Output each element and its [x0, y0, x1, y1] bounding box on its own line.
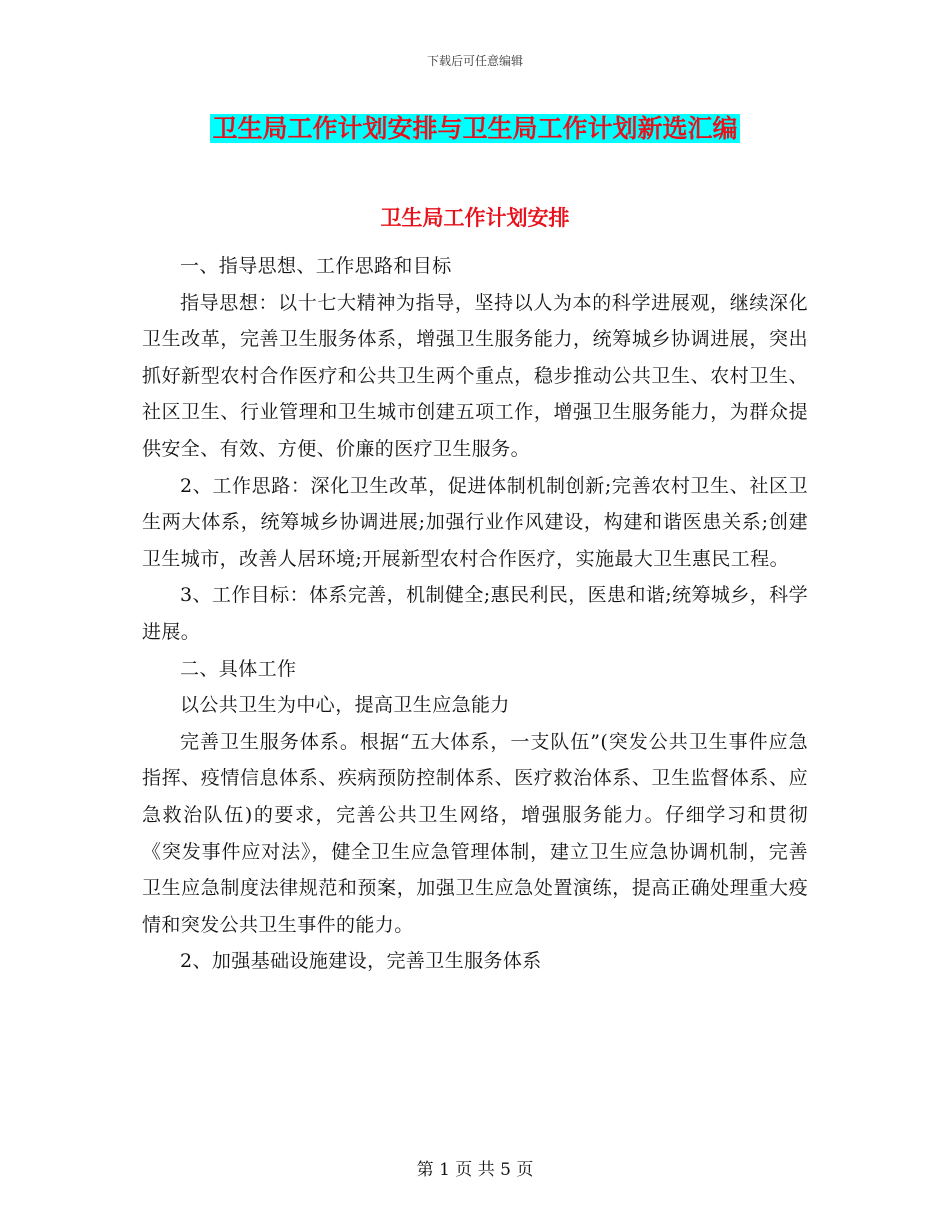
paragraph-heading-1: 一、指导思想、工作思路和目标 — [180, 255, 452, 277]
document-title-text: 卫生局工作计划安排与卫生局工作计划新选汇编 — [212, 114, 738, 143]
document-body — [142, 248, 808, 980]
paragraph-public-health: 以公共卫生为中心，提高卫生应急能力 — [180, 694, 510, 717]
paragraph-guiding-thought: 指导思想：以十七大精神为指导，坚持以人为本的科学进展观，继续深化卫生改革，完善卫生服务体系，增强卫生服务能力，统筹城乡协调进展，突出抓好新型农村合作医疗和公共卫生两个重点，稳步推动公共卫生、农村卫生、社区卫生、行业管理和卫生城市创建五项工作，增强卫生服务能力，为群众提供安全、有效、方便、价廉的医疗卫生服务。 — [142, 291, 808, 460]
page-footer: 第 1 页 共 5 页 — [416, 1160, 534, 1180]
paragraph-heading-2: 二、具体工作 — [180, 657, 297, 680]
document-title — [0, 112, 950, 146]
section-title: 卫生局工作计划安排 — [380, 206, 570, 230]
paragraph-work-ideas: 2、工作思路：深化卫生改革，促进体制机制创新;完善农村卫生、社区卫生两大体系，统筹城乡协调进展;加强行业作风建设，构建和谐医患关系;创建卫生城市，改善人居环境;开展新型农村合作医疗，实施最大卫生惠民工程。 — [142, 474, 808, 570]
paragraph-service-system: 完善卫生服务体系。根据“五大体系，一支队伍”(突发公共卫生事件应急指挥、疫情信息体系、疾病预防控制体系、医疗救治体系、卫生监督体系、应急救治队伍)的要求，完善公共卫生网络，增强服务能力。仔细学习和贯彻《突发事件应对法》，健全卫生应急管理体制，建立卫生应急协调机制，完善卫生应急制度法律规范和预案，加强卫生应急处置演练，提高正确处理重大疫情和突发公共卫生事件的能力。 — [142, 730, 808, 936]
paragraph-work-goals: 3、工作目标：体系完善，机制健全;惠民利民，医患和谐;统筹城乡，科学进展。 — [142, 584, 808, 643]
paragraph-infrastructure: 2、加强基础设施建设，完善卫生服务体系 — [180, 950, 542, 973]
page-header-note: 下载后可任意编辑 — [426, 54, 523, 68]
